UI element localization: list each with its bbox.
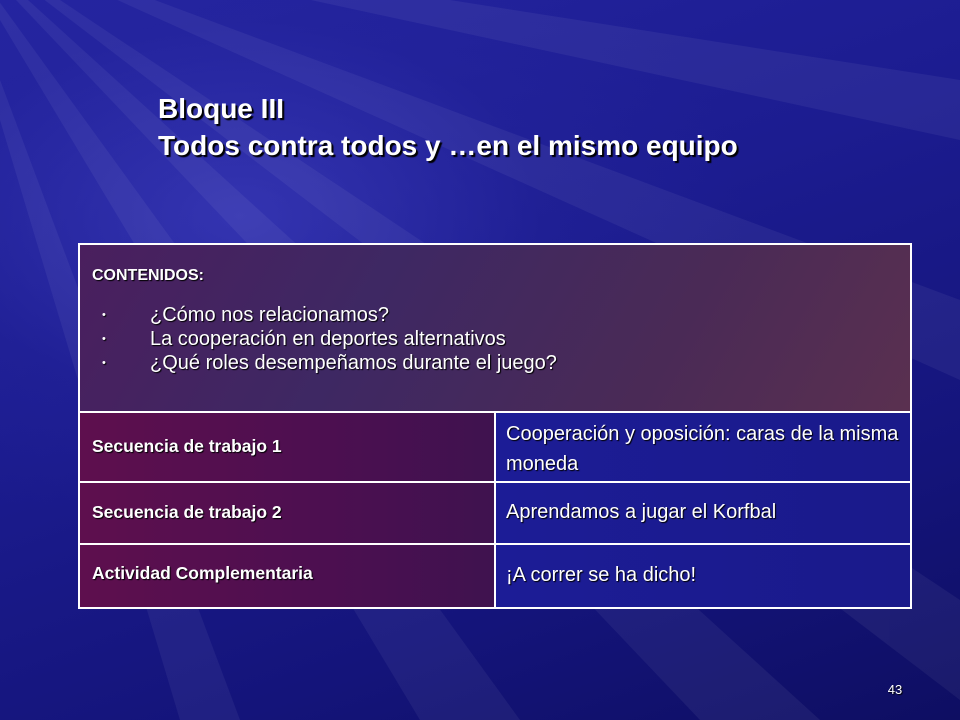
row-label: Secuencia de trabajo 2 — [92, 502, 282, 522]
row-value-cell — [495, 412, 911, 482]
table-row — [79, 482, 911, 544]
row-value-cell — [495, 544, 911, 608]
row-value: Cooperación y oposición: caras de la misma moneda — [506, 423, 899, 475]
row-value: Aprendamos a jugar el Korfbal — [506, 501, 777, 523]
row-label-cell — [79, 544, 495, 608]
table-row — [79, 412, 911, 482]
title-line-2: Todos contra todos y …en el mismo equipo — [158, 130, 738, 161]
row-label: Secuencia de trabajo 1 — [92, 436, 282, 456]
table-row — [79, 544, 911, 608]
contenidos-list — [92, 303, 898, 375]
content-table — [78, 243, 912, 609]
contenidos-heading: CONTENIDOS: — [92, 267, 204, 284]
bullet-icon: • — [102, 309, 106, 321]
list-item — [102, 303, 898, 327]
list-item-text: ¿Cómo nos relacionamos? — [150, 304, 389, 326]
bullet-icon: • — [102, 333, 106, 345]
row-label-cell — [79, 482, 495, 544]
contenidos-row — [79, 244, 911, 412]
list-item — [102, 351, 898, 375]
row-label: Actividad Complementaria — [92, 563, 313, 583]
bullet-icon: • — [102, 357, 106, 369]
list-item — [102, 327, 898, 351]
page-number: 43 — [887, 682, 903, 697]
title-line-1: Bloque III — [158, 93, 284, 124]
contenidos-cell — [79, 244, 911, 412]
row-value: ¡A correr se ha dicho! — [506, 564, 697, 586]
row-label-cell — [79, 412, 495, 482]
list-item-text: ¿Qué roles desempeñamos durante el juego? — [150, 352, 557, 374]
slide-title — [158, 90, 738, 164]
row-value-cell — [495, 482, 911, 544]
list-item-text: La cooperación en deportes alternativos — [150, 328, 506, 350]
